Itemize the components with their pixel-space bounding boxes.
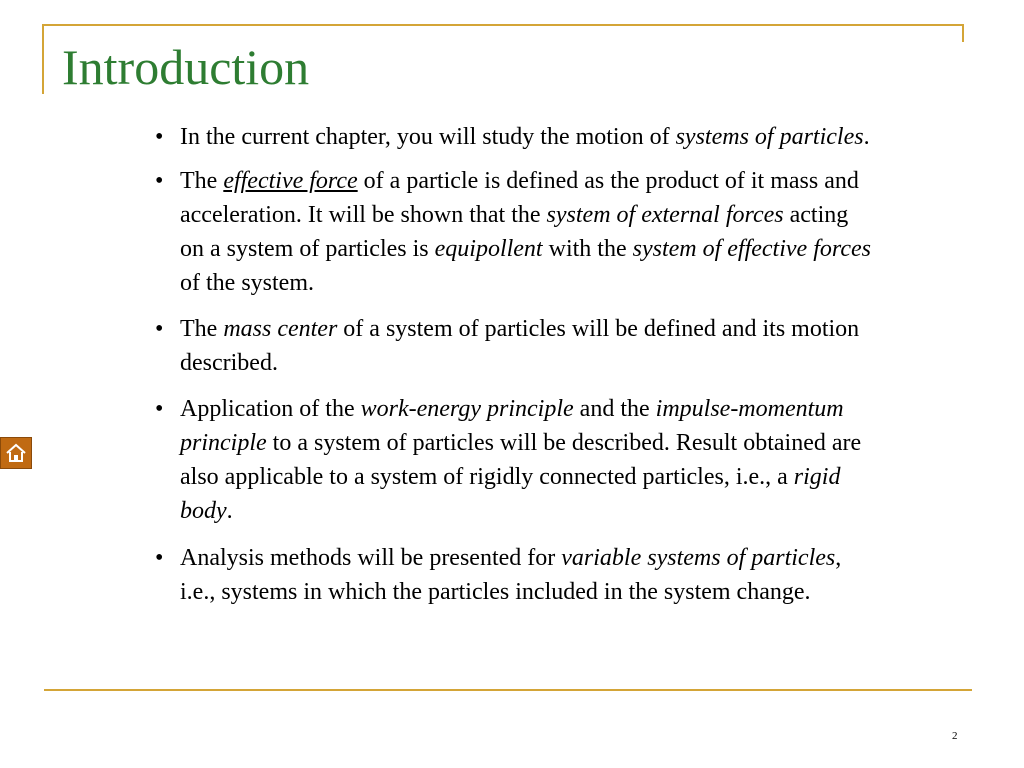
term-variable-systems-of-particles: variable systems of particles <box>561 545 836 571</box>
term-impulse-momentum-principle: impulse-momentum principle <box>180 396 844 456</box>
term-rigid-body: rigid body <box>180 464 841 524</box>
page-number: 2 <box>952 730 958 742</box>
bullet-text: . <box>226 498 233 524</box>
bullet-text: of a system of particles will be defined and its motion described. <box>180 316 860 376</box>
term-systems-of-particles: systems of particles <box>675 124 864 150</box>
term-mass-center: mass center <box>223 316 338 342</box>
bullet-text: to a system of particles will be described. Result obtained are also applicable to a system of rigidly connected particles, i.e., a <box>180 430 862 490</box>
bullet-text: acting on a system of particles is <box>180 202 849 262</box>
bullet-text: Application of the <box>180 396 361 422</box>
bullet-variable-systems <box>155 541 875 609</box>
bullet-text: Analysis methods will be presented for <box>180 545 562 571</box>
term-equipollent: equipollent <box>434 236 543 262</box>
bullet-text: In the current chapter, you will study the motion of <box>180 124 676 150</box>
bullet-list <box>155 120 875 609</box>
bullet-work-energy <box>155 392 875 528</box>
left-rule <box>42 24 44 94</box>
bullet-text: of a particle is defined as the product of it mass and acceleration. It will be shown that the <box>180 168 859 228</box>
term-system-of-effective-forces: system of effective forces <box>632 236 871 262</box>
bullet-text: with the <box>542 236 633 262</box>
bottom-rule <box>44 689 972 691</box>
bullet-mass-center <box>155 312 875 380</box>
bullet-text: The <box>180 168 224 194</box>
bullet-text: , i.e., systems in which the particles included in the system change. <box>180 545 842 605</box>
bullet-text: . <box>863 124 870 150</box>
right-rule <box>962 24 964 42</box>
bullet-text: The <box>180 316 224 342</box>
slide-title: Introduction <box>62 39 310 95</box>
bullet-text: and the <box>573 396 656 422</box>
bullet-effective-force <box>155 164 875 300</box>
home-button[interactable] <box>0 437 32 469</box>
bullet-systems-of-particles <box>155 120 875 154</box>
term-work-energy-principle: work-energy principle <box>360 396 574 422</box>
term-effective-force: effective force <box>223 168 358 194</box>
bullet-text: of the system. <box>180 270 314 296</box>
top-rule <box>42 24 964 26</box>
term-system-of-external-forces: system of external forces <box>546 202 784 228</box>
home-icon <box>5 442 27 464</box>
